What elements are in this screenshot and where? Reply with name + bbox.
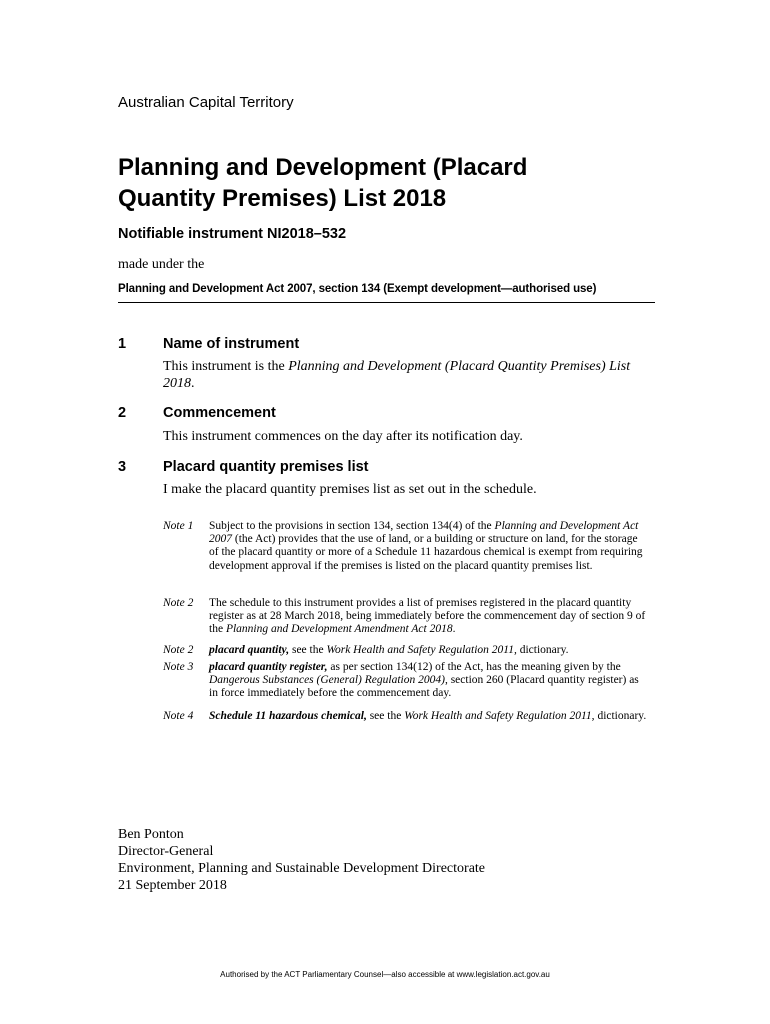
section-body bbox=[163, 358, 633, 392]
note-italic: Work Health and Safety Regulation 2011, bbox=[404, 710, 595, 722]
note-body bbox=[209, 520, 649, 573]
section-text: This instrument is the bbox=[163, 359, 289, 374]
note-body bbox=[209, 597, 649, 637]
note-text: The schedule to this instrument provides a list of premises registered in the placard quantity register as at 28 March 2018, being immediately before the commencement day of section 9 of the bbox=[209, 597, 646, 636]
signatory-name: Ben Ponton bbox=[118, 827, 184, 842]
note-italic: Planning and Development Act 2007 bbox=[209, 520, 639, 546]
note-text: (the Act) provides that the use of land, or a building or structure on land, for the storage of the placard quantity or more of a Schedule 11 hazardous chemical is exempt from requiring development approval if the premises is listed on the placard quantity premises list. bbox=[209, 533, 643, 572]
note-italic: Dangerous Substances (General) Regulation 2004) bbox=[209, 674, 445, 687]
note-label: Note 1 bbox=[163, 520, 194, 532]
section-number: 3 bbox=[118, 459, 127, 475]
instrument-title bbox=[118, 152, 678, 214]
defined-term: placard quantity register, bbox=[209, 661, 328, 673]
section-heading: Placard quantity premises list bbox=[163, 459, 369, 475]
note-text: dictionary. bbox=[594, 710, 647, 722]
note-text: dictionary. bbox=[516, 644, 569, 656]
header-divider bbox=[118, 302, 655, 303]
note-label: Note 4 bbox=[163, 710, 194, 722]
section-number: 2 bbox=[118, 405, 127, 421]
signature-block bbox=[118, 826, 485, 894]
instrument-name-italic: Planning and Development (Placard Quantity Premises) List 2018 bbox=[163, 359, 631, 391]
note-body bbox=[209, 644, 649, 657]
page-footer: Authorised by the ACT Parliamentary Counsel—also accessible at www.legislation.act.gov.au bbox=[220, 970, 550, 979]
title-line-2: Quantity Premises) List 2018 bbox=[118, 185, 447, 212]
section-number: 1 bbox=[118, 336, 127, 352]
note-text: . bbox=[452, 623, 456, 636]
title-line-1: Planning and Development (Placard bbox=[118, 154, 528, 181]
instrument-number: Notifiable instrument NI2018–532 bbox=[118, 226, 347, 242]
authorising-act: Planning and Development Act 2007, section 134 (Exempt development—authorised use) bbox=[118, 283, 597, 295]
note-italic: Planning and Development Amendment Act 2018 bbox=[225, 623, 453, 636]
note-text: as per section 134(12) of the Act, has the meaning given by the bbox=[327, 661, 621, 673]
note-body bbox=[209, 710, 649, 723]
note-text: , section 260 (Placard quantity register) as in force immediately before the commencement day. bbox=[209, 674, 639, 700]
note-text: see the bbox=[289, 644, 327, 656]
section-body: I make the placard quantity premises list as set out in the schedule. bbox=[163, 482, 537, 497]
section-text: . bbox=[191, 376, 195, 391]
jurisdiction-label: Australian Capital Territory bbox=[118, 94, 294, 111]
note-text: see the bbox=[366, 710, 405, 722]
section-heading: Commencement bbox=[163, 405, 276, 421]
section-body: This instrument commences on the day after its notification day. bbox=[163, 429, 523, 444]
note-italic: Work Health and Safety Regulation 2011, bbox=[326, 644, 517, 656]
note-text: Subject to the provisions in section 134, section 134(4) of the bbox=[209, 520, 495, 532]
note-label: Note 2 bbox=[163, 597, 194, 609]
made-under-label: made under the bbox=[118, 257, 205, 272]
note-body bbox=[209, 661, 649, 701]
signatory-directorate: Environment, Planning and Sustainable Development Directorate bbox=[118, 861, 486, 876]
defined-term: placard quantity, bbox=[209, 644, 290, 656]
signatory-position: Director-General bbox=[118, 844, 214, 859]
note-label: Note 2 bbox=[163, 644, 194, 656]
signature-date: 21 September 2018 bbox=[118, 878, 227, 893]
section-heading: Name of instrument bbox=[163, 336, 300, 352]
defined-term: Schedule 11 hazardous chemical, bbox=[209, 710, 367, 722]
note-label: Note 3 bbox=[163, 661, 194, 673]
